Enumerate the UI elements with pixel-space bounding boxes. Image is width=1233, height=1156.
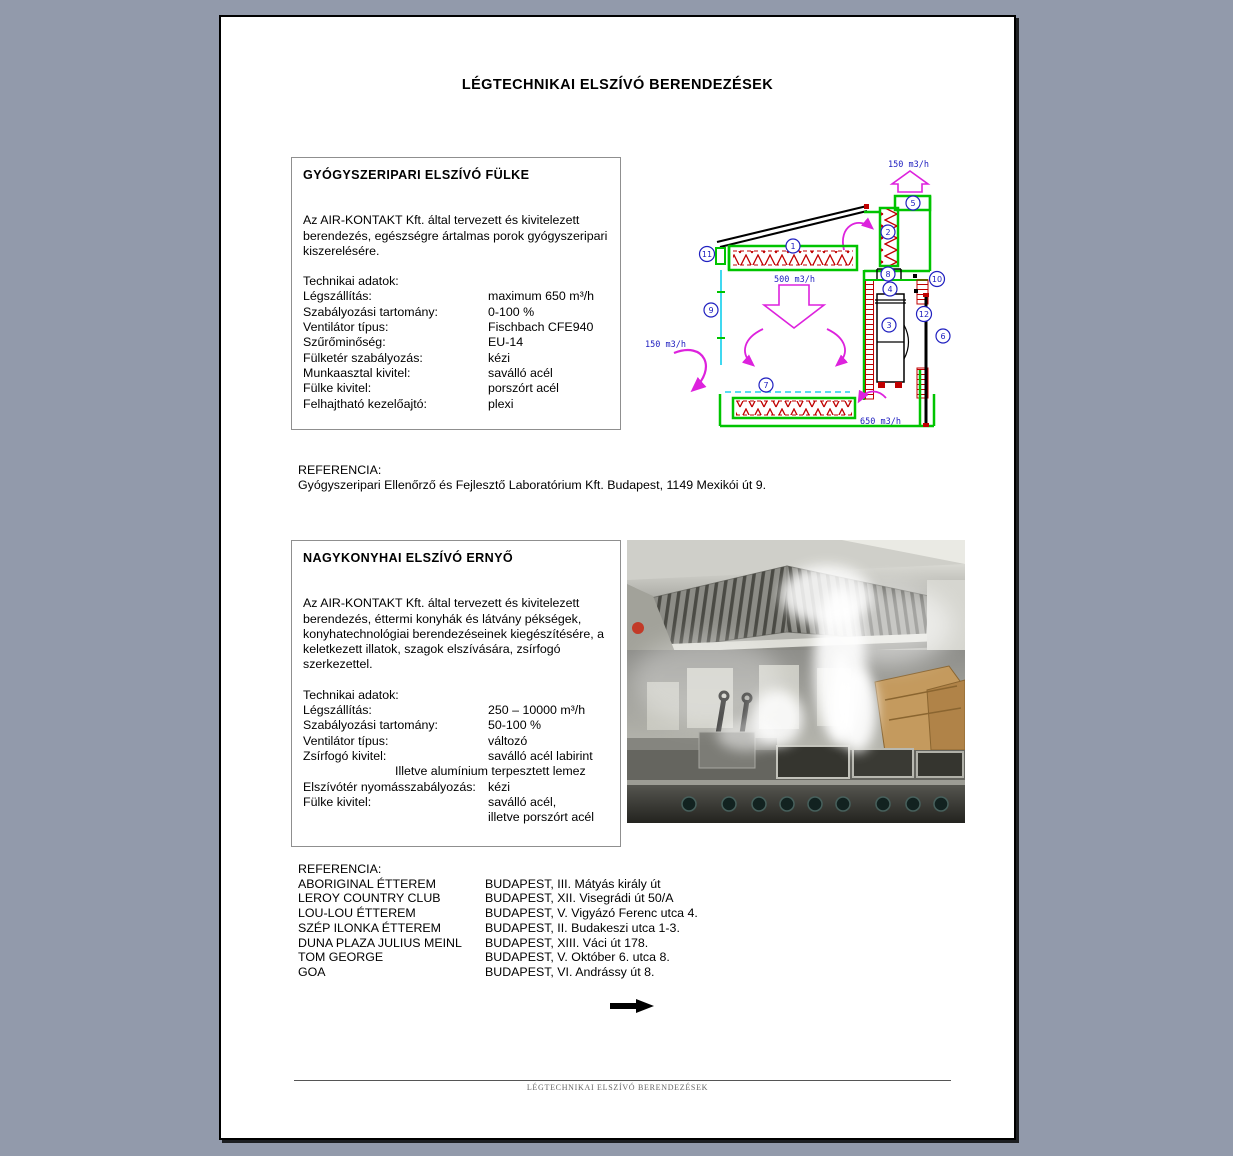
panel-fixing [923,423,929,427]
reference-row: DUNA PLAZA JULIUS MEINL BUDAPEST, XIII. Váci út 178. [298,935,649,950]
svg-text:5: 5 [910,199,916,208]
tech-row: Munkaasztal kivitel: saválló acél [303,365,553,380]
svg-text:7: 7 [763,381,769,390]
tech-heading: Technikai adatok: [303,687,399,702]
tech-row: Fülke kivitel: saválló acél, [303,794,557,809]
reference-line: Gyógyszeripari Ellenőrző és Fejlesztő Laboratórium Kft. Budapest, 1149 Mexikói út 9. [298,478,767,493]
footer-title: LÉGTECHNIKAI ELSZÍVÓ BERENDEZÉSEK [526,1083,709,1092]
inlet-arrow [674,350,706,390]
tech-heading: Technikai adatok: [303,274,399,289]
tech-row: illetve porszórt acél [488,810,595,825]
fan-foot [895,382,902,388]
tech-row: Fülke kivitel: porszórt acél [303,381,559,396]
section2-tech-data [303,688,614,826]
svg-text:10: 10 [931,275,943,284]
sash-bracket [716,248,725,264]
page-title: LÉGTECHNIKAI ELSZÍVÓ BERENDEZÉSEK [461,77,774,93]
section2-description: Az AIR-KONTAKT Kft. által tervezett és kivitelezett berendezés, éttermi konyhák és látvány pékségek, konyhatechnológiai berendezéseinek kiegészítésére, a keletkezett illatok, szagok elszívására, zsírfogó szerkezettel. [303,596,605,672]
tech-row: Ventilátor típus: változó [303,733,528,748]
tech-continuation-line: Illetve alumínium terpesztett lemez [395,764,586,779]
footer-divider [294,1080,951,1081]
section1-reference [298,463,766,494]
reference-row: SZÉP ILONKA ÉTTEREM BUDAPEST, II. Budakeszi utca 1-3. [298,920,680,935]
downflow-arrow [764,285,824,328]
flow-label-center: 500 m3/h [774,275,815,285]
hatched-wall [866,280,874,399]
section1-title: GYÓGYSZERIPARI ELSZÍVÓ FÜLKE [303,168,530,182]
tech-row: Légszállítás: maximum 650 m³/h [303,289,595,304]
tech-row: Felhajtható kezelőajtó: plexi [303,396,514,411]
svg-text:11: 11 [701,250,713,259]
tech-row: Légszállítás: 250 – 10000 m³/h [303,703,586,718]
next-page-arrow-icon [610,999,655,1013]
kitchen-photo [627,540,965,823]
tech-row: Ventilátor típus: Fischbach CFE940 [303,320,594,335]
tech-row: Szabályozási tartomány: 50-100 % [303,718,542,733]
extraction-booth-diagram [632,142,962,442]
sash-glass-line [717,206,867,242]
svg-text:4: 4 [887,285,893,294]
part-markers [700,196,951,392]
flow-label-bottom: 650 m3/h [860,417,901,427]
tech-row: Fülketér szabályozás: kézi [303,350,511,365]
reference-row: GOA BUDAPEST, VI. Andrássy út 8. [298,964,655,979]
section2-references [298,862,698,980]
fan-box [877,294,904,382]
document-page [219,15,1016,1140]
sash-hinge [864,204,869,209]
reference-row: LEROY COUNTRY CLUB BUDAPEST, XII. Visegrádi út 50/A [298,891,674,906]
reference-heading: REFERENCIA: [298,862,382,876]
svg-text:12: 12 [918,310,930,319]
svg-text:3: 3 [886,321,892,330]
fixing [913,274,917,278]
reference-row: TOM GEORGE BUDAPEST, V. Október 6. utca 8. [298,950,670,965]
exhaust-up-arrow [892,171,928,192]
flow-label-top: 150 m3/h [888,160,929,170]
extract-filter [736,401,852,415]
section2-title: NAGYKONYHAI ELSZÍVÓ ERNYŐ [303,551,514,565]
tech-row: Elszívótér nyomásszabályozás: kézi [303,779,511,794]
fan-foot [878,382,885,388]
reference-row: ABORIGINAL ÉTTEREM BUDAPEST, III. Mátyás király út [298,876,661,891]
tech-row: Zsírfogó kivitel: saválló acél labirint [303,748,593,763]
svg-text:1: 1 [790,242,796,251]
panel-fixing [923,293,929,297]
section1-description: Az AIR-KONTAKT Kft. által tervezett és kivitelezett berendezés, egészségre ártalmas porok gyógyszeripari kiszerelésére. [303,213,608,258]
svg-text:6: 6 [940,332,946,341]
svg-text:2: 2 [885,228,891,237]
svg-text:9: 9 [708,306,714,315]
airflow-curl-right [827,329,845,365]
section2-box [291,540,621,847]
reference-heading: REFERENCIA: [298,463,382,477]
reference-row: LOU-LOU ÉTTEREM BUDAPEST, V. Vigyázó Ferenc utca 4. [298,906,698,921]
tech-row: Szűrőminőség: EU-14 [303,335,524,350]
fixing [914,289,918,293]
section1-box [291,157,621,430]
airflow-curl-left [745,329,763,365]
flow-label-left: 150 m3/h [645,340,686,350]
svg-text:8: 8 [885,270,891,279]
section1-tech-data [303,274,614,412]
tech-row: Szabályozási tartomány: 0-100 % [303,304,535,319]
